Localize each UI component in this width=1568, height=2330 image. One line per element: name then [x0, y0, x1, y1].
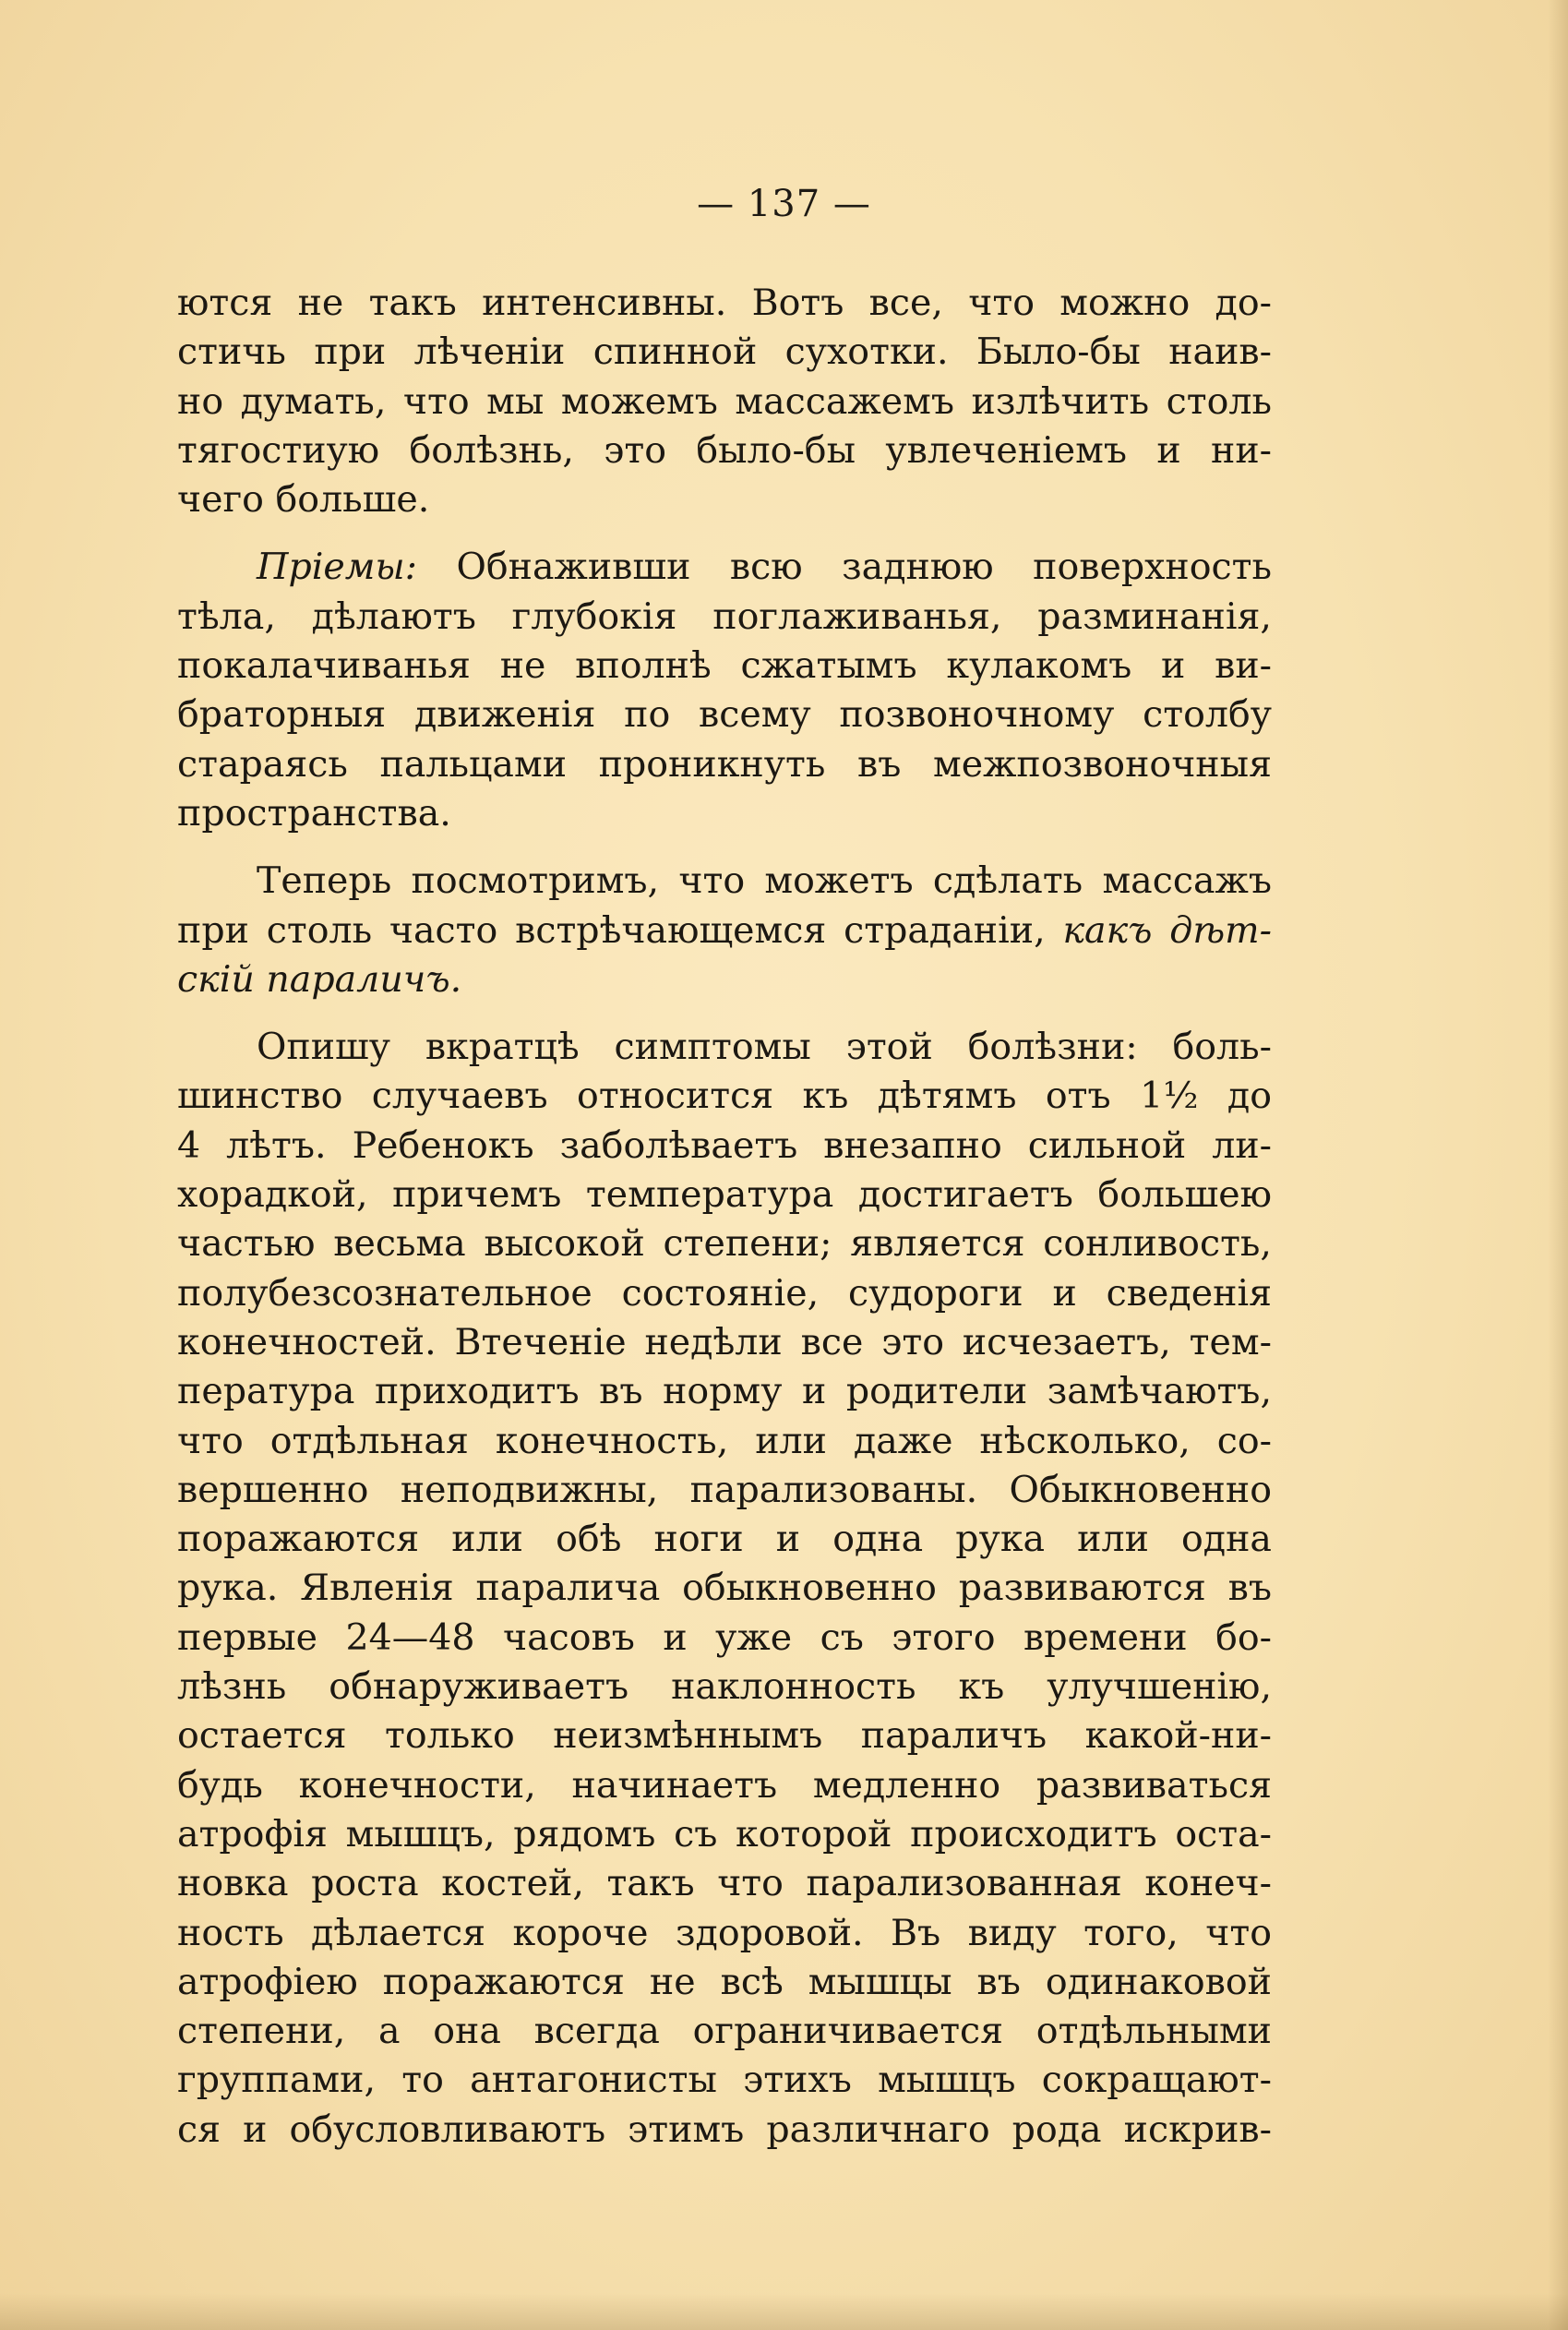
text-line: ются не такъ интенсивны. Вотъ все, что можно до-: [177, 282, 1272, 324]
text-line: первые 24—48 часовъ и уже съ этого времени бо-: [177, 1615, 1272, 1659]
section-heading-priemy: Прiемы:: [257, 546, 417, 589]
text-line: чего больше.: [177, 478, 430, 522]
text-line: атрофiею поражаются не всѣ мышцы въ одинаковой: [177, 1960, 1272, 2003]
text-line: пература приходитъ въ норму и родители замѣчаютъ,: [177, 1370, 1272, 1413]
text-line: лѣзнь обнаруживаетъ наклонность къ улучшенiю,: [177, 1665, 1272, 1709]
text-line: покалачиванья не вполнѣ сжатымъ кулакомъ и ви-: [177, 644, 1272, 688]
page-number: — 137 —: [697, 183, 871, 225]
text-line: шинство случаевъ относится къ дѣтямъ отъ 1½ до: [177, 1075, 1272, 1118]
text-line: Теперь посмотримъ, что можетъ сдѣлать массажъ: [257, 859, 1272, 903]
text-line: [177, 907, 1272, 955]
text-line: браторныя движенiя по всему позвоночному столбу: [177, 693, 1272, 737]
text-line: [177, 955, 1272, 1004]
page-edge-shadow-right: [1548, 0, 1568, 2330]
text-line: ся и обусловливаютъ этимъ различнаго рода искрив-: [177, 2108, 1272, 2151]
text-line: частью весьма высокой степени; является сонливость,: [177, 1222, 1272, 1266]
text-line: но думать, что мы можемъ массажемъ излѣчить столь: [177, 379, 1272, 423]
paragraph-gap: [177, 524, 1272, 543]
text-line: что отдѣльная конечность, или даже нѣсколько, со-: [177, 1419, 1272, 1462]
text-line: вершенно неподвижны, парализованы. Обыкновенно: [177, 1468, 1272, 1511]
text-line: стараясь пальцами проникнуть въ межпозвоночныя: [177, 742, 1272, 786]
page-edge-shadow-bottom: [0, 2293, 1568, 2330]
text-line: Опишу вкратцѣ симптомы этой болѣзни: боль-: [257, 1026, 1272, 1069]
text-line: тѣла, дѣлаютъ глубокiя поглаживанья, разминанiя,: [177, 595, 1272, 638]
text-line: хорадкой, причемъ температура достигаетъ большею: [177, 1173, 1272, 1217]
body-text: [177, 279, 1272, 2155]
text-line: 4 лѣтъ. Ребенокъ заболѣваетъ внезапно сильной ли-: [177, 1123, 1272, 1167]
text-line: тягостиую болѣзнь, это было-бы увлеченiемъ и ни-: [177, 428, 1272, 472]
text-line: атрофiя мышцъ, рядомъ съ которой происходитъ оста-: [177, 1812, 1272, 1856]
text-line: стичь при лѣченiи спинной сухотки. Было-бы наив-: [177, 330, 1272, 374]
paragraph-gap: [177, 1004, 1272, 1023]
text-line: будь конечности, начинаетъ медленно развиваться: [177, 1763, 1272, 1807]
text-run: при столь часто встрѣчающемся страданiи,: [177, 908, 1046, 952]
text-run: Обнаживши всю заднюю поверхность: [416, 546, 1272, 589]
text-line: группами, то антагонисты этихъ мышцъ сокращают-: [177, 2059, 1272, 2102]
term-italic: скiй параличъ.: [177, 957, 462, 1001]
text-line: полубезсознательное состоянiе, судороги и сведенiя: [177, 1271, 1272, 1315]
text-line: поражаются или обѣ ноги и одна рука или одна: [177, 1518, 1272, 1561]
text-line: ность дѣлается короче здоровой. Въ виду того, что: [177, 1911, 1272, 1954]
text-line: остается только неизмѣннымъ параличъ какой-ни-: [177, 1714, 1272, 1758]
text-line: конечностей. Втеченiе недѣли все это исчезаетъ, тем-: [177, 1320, 1272, 1363]
text-line: рука. Явленiя паралича обыкновенно развиваются въ: [177, 1567, 1272, 1610]
text-line: степени, а она всегда ограничивается отдѣльными: [177, 2010, 1272, 2053]
paragraph-gap: [177, 838, 1272, 857]
text-line: пространства.: [177, 791, 451, 835]
text-line: [177, 543, 1272, 592]
term-italic: какъ дѣт-: [1062, 908, 1272, 952]
text-line: новка роста костей, такъ что парализованная конеч-: [177, 1862, 1272, 1905]
